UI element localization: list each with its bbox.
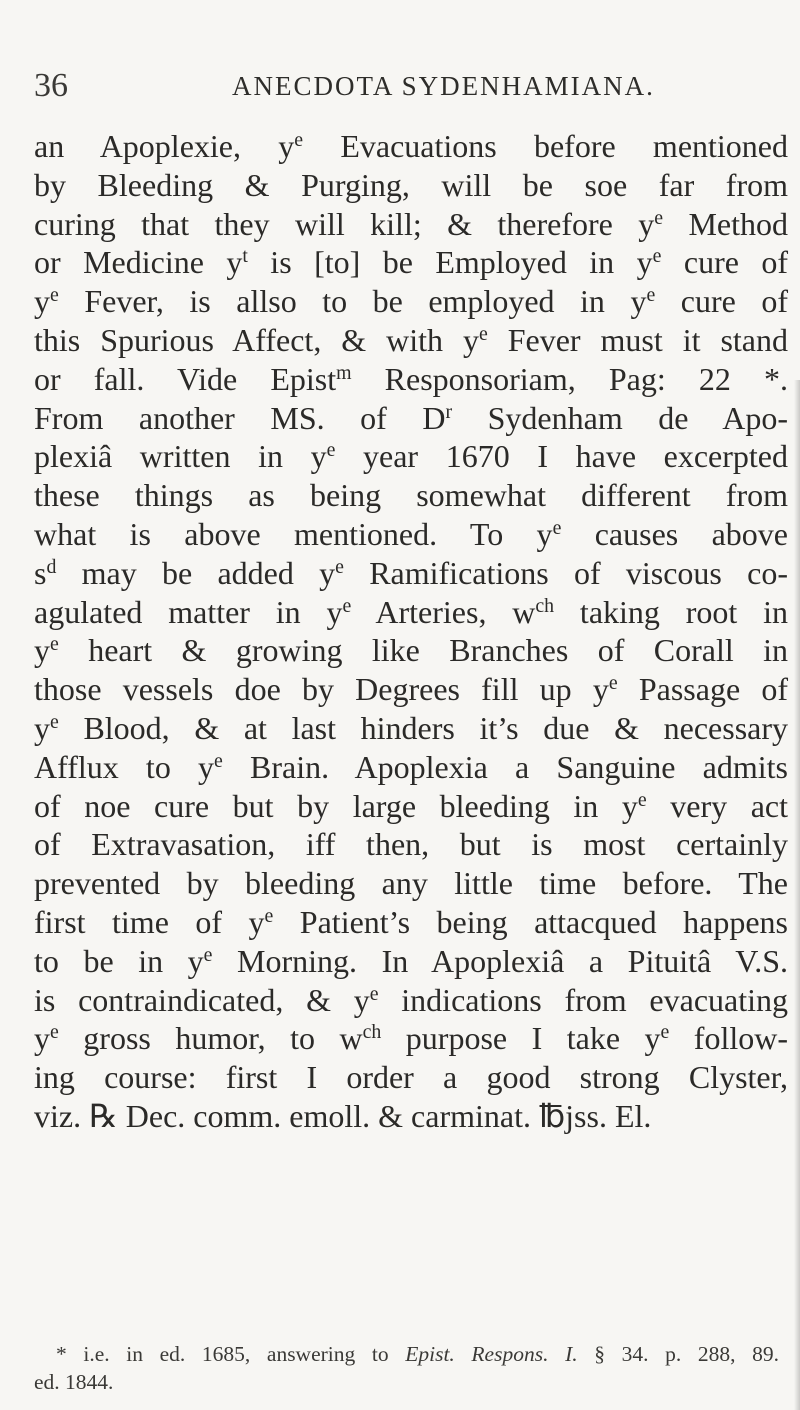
text-line: From another MS. of $D^r$ Sydenham de Apo- — [34, 399, 789, 436]
text-line: viz. ℞ Dec. comm. emoll. & carminat. ℔jss. El. — [34, 1097, 652, 1134]
text-line: $s^d$ may be added $y^e$ Ramifications of viscous co- — [34, 554, 789, 591]
text-line: first time of $y^e$ Patient’s being attacqued happens — [34, 903, 789, 940]
text-line: agulated matter in $y^e$ Arteries, $w^{ch}$ taking root in — [34, 593, 788, 630]
text-line: or fall. Vide Epist$^m$ Responsoriam, Pag: 22 *. — [34, 360, 789, 397]
text-line: prevented by bleeding any little time before. The — [34, 865, 788, 902]
text-line: those vessels doe by Degrees fill up $y^e$ Passage of — [34, 671, 789, 708]
text-line: of Extravasation, iff then, but is most certainly — [34, 826, 788, 863]
text-line: plexiâ written in $y^e$ year 1670 I have excerpted — [34, 438, 789, 475]
footnote-line: * i.e. in ed. 1685, answering to Epist. Respons. I. § 34. p. 288, 89. — [56, 1342, 779, 1366]
text-line: this Spurious Affect, & with $y^e$ Fever must it stand — [34, 321, 788, 358]
text-line: these things as being somewhat different from — [34, 477, 788, 514]
running-title: ANECDOTA SYDENHAMIANA. — [232, 71, 655, 101]
page-header — [0, 64, 800, 108]
text-line: $y^e$ gross humor, to $w^{ch}$ purpose I take $y^e$ follow- — [34, 1020, 788, 1057]
text-line: Afflux to $y^e$ Brain. Apoplexia a Sanguine admits — [34, 748, 788, 785]
text-line: to be in $y^e$ Morning. In Apoplexiâ a Pituitâ V.S. — [34, 942, 789, 979]
text-line: ing course: first I order a good strong Clyster, — [34, 1059, 788, 1096]
page-edge-shadow — [794, 380, 800, 1410]
text-line: an Apoplexie, $y^e$ Evacuations before mentioned — [34, 128, 789, 164]
text-line: curing that they will kill; & therefore $y^e$ Method — [34, 205, 789, 242]
text-line: or Medicine $y^t$ is [to] be Employed in $y^e$ cure of — [34, 244, 789, 281]
text-line: by Bleeding & Purging, will be soe far from — [34, 166, 788, 203]
footnote — [34, 1340, 779, 1396]
body-text — [34, 127, 788, 1136]
text-line: $y^e$ Blood, & at last hinders it’s due & necessary — [34, 709, 788, 746]
footnote-line: ed. 1844. — [34, 1370, 114, 1394]
page-number: 36 — [34, 67, 68, 104]
text-line: of noe cure but by large bleeding in $y^e$ very act — [34, 787, 789, 824]
text-line: $y^e$ Fever, is allso to be employed in $y^e$ cure of — [34, 283, 789, 320]
text-line: $y^e$ heart & growing like Branches of Corall in — [34, 632, 788, 669]
text-line: is contraindicated, & $y^e$ indications from evacuating — [34, 981, 788, 1018]
text-line: what is above mentioned. To $y^e$ causes above — [34, 515, 789, 552]
